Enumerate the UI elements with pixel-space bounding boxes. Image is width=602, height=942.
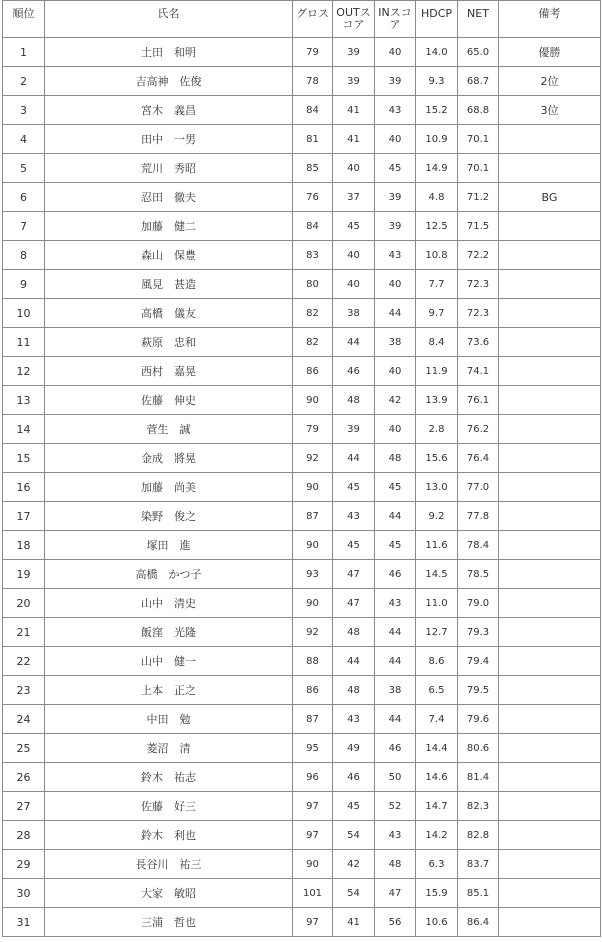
gross-score-cell: 97: [293, 908, 333, 937]
player-name-cell: 中田 勉: [45, 705, 293, 734]
net-score-cell: 85.1: [458, 879, 499, 908]
note-cell: [499, 328, 601, 357]
hdcp-cell: 14.2: [416, 821, 458, 850]
rank-cell: 27: [3, 792, 45, 821]
gross-score-cell: 88: [293, 647, 333, 676]
in-score-cell: 46: [375, 560, 416, 589]
hdcp-cell: 7.4: [416, 705, 458, 734]
out-score-cell: 47: [333, 589, 375, 618]
table-body: [3, 38, 601, 937]
header-note: 備考: [499, 1, 601, 38]
hdcp-cell: 11.9: [416, 357, 458, 386]
player-name-cell: 山中 清史: [45, 589, 293, 618]
out-score-cell: 43: [333, 502, 375, 531]
net-score-cell: 71.2: [458, 183, 499, 212]
rank-cell: 29: [3, 850, 45, 879]
player-name-cell: 鈴木 利也: [45, 821, 293, 850]
out-score-cell: 41: [333, 96, 375, 125]
in-score-cell: 52: [375, 792, 416, 821]
gross-score-cell: 96: [293, 763, 333, 792]
gross-score-cell: 90: [293, 850, 333, 879]
header-hdcp: HDCP: [416, 1, 458, 38]
out-score-cell: 47: [333, 560, 375, 589]
out-score-cell: 39: [333, 415, 375, 444]
player-name-cell: 飯窪 光隆: [45, 618, 293, 647]
note-cell: [499, 444, 601, 473]
rank-cell: 6: [3, 183, 45, 212]
in-score-cell: 39: [375, 183, 416, 212]
rank-cell: 31: [3, 908, 45, 937]
note-cell: [499, 618, 601, 647]
hdcp-cell: 14.5: [416, 560, 458, 589]
gross-score-cell: 97: [293, 792, 333, 821]
table-row: [3, 299, 601, 328]
table-row: [3, 212, 601, 241]
table-row: [3, 560, 601, 589]
net-score-cell: 86.4: [458, 908, 499, 937]
player-name-cell: 佐藤 好三: [45, 792, 293, 821]
net-score-cell: 72.3: [458, 299, 499, 328]
gross-score-cell: 87: [293, 705, 333, 734]
table-row: [3, 792, 601, 821]
gross-score-cell: 95: [293, 734, 333, 763]
table-row: [3, 502, 601, 531]
rank-cell: 18: [3, 531, 45, 560]
out-score-cell: 41: [333, 125, 375, 154]
out-score-cell: 45: [333, 792, 375, 821]
gross-score-cell: 90: [293, 386, 333, 415]
gross-score-cell: 82: [293, 328, 333, 357]
table-row: [3, 357, 601, 386]
in-score-cell: 39: [375, 212, 416, 241]
out-score-cell: 40: [333, 154, 375, 183]
rank-cell: 5: [3, 154, 45, 183]
hdcp-cell: 12.5: [416, 212, 458, 241]
note-cell: [499, 241, 601, 270]
table-row: [3, 821, 601, 850]
table-row: [3, 647, 601, 676]
out-score-cell: 38: [333, 299, 375, 328]
gross-score-cell: 84: [293, 96, 333, 125]
hdcp-cell: 13.9: [416, 386, 458, 415]
hdcp-cell: 10.8: [416, 241, 458, 270]
header-gross: グロス: [293, 1, 333, 38]
rank-cell: 12: [3, 357, 45, 386]
net-score-cell: 72.3: [458, 270, 499, 299]
in-score-cell: 46: [375, 734, 416, 763]
out-score-cell: 48: [333, 618, 375, 647]
rank-cell: 24: [3, 705, 45, 734]
note-cell: [499, 386, 601, 415]
rank-cell: 10: [3, 299, 45, 328]
player-name-cell: 宮木 義昌: [45, 96, 293, 125]
hdcp-cell: 8.4: [416, 328, 458, 357]
note-cell: [499, 734, 601, 763]
header-name: 氏名: [45, 1, 293, 38]
rank-cell: 11: [3, 328, 45, 357]
hdcp-cell: 14.6: [416, 763, 458, 792]
results-table: [2, 0, 601, 937]
out-score-cell: 46: [333, 357, 375, 386]
player-name-cell: 忍田 徹夫: [45, 183, 293, 212]
gross-score-cell: 84: [293, 212, 333, 241]
out-score-cell: 44: [333, 647, 375, 676]
hdcp-cell: 11.0: [416, 589, 458, 618]
out-score-cell: 54: [333, 821, 375, 850]
note-cell: [499, 154, 601, 183]
header-in-score: INスコア: [375, 1, 416, 38]
note-cell: [499, 560, 601, 589]
out-score-cell: 40: [333, 241, 375, 270]
rank-cell: 4: [3, 125, 45, 154]
table-row: [3, 270, 601, 299]
gross-score-cell: 79: [293, 415, 333, 444]
in-score-cell: 43: [375, 821, 416, 850]
in-score-cell: 43: [375, 96, 416, 125]
in-score-cell: 44: [375, 705, 416, 734]
player-name-cell: 三浦 哲也: [45, 908, 293, 937]
table-row: [3, 589, 601, 618]
hdcp-cell: 2.8: [416, 415, 458, 444]
header-row: [3, 1, 601, 38]
out-score-cell: 49: [333, 734, 375, 763]
in-score-cell: 40: [375, 270, 416, 299]
gross-score-cell: 83: [293, 241, 333, 270]
in-score-cell: 45: [375, 531, 416, 560]
note-cell: [499, 531, 601, 560]
in-score-cell: 40: [375, 38, 416, 67]
in-score-cell: 38: [375, 676, 416, 705]
net-score-cell: 70.1: [458, 154, 499, 183]
gross-score-cell: 78: [293, 67, 333, 96]
table-row: [3, 473, 601, 502]
player-name-cell: 鈴木 祐志: [45, 763, 293, 792]
in-score-cell: 50: [375, 763, 416, 792]
rank-cell: 2: [3, 67, 45, 96]
note-cell: [499, 357, 601, 386]
note-cell: [499, 676, 601, 705]
in-score-cell: 38: [375, 328, 416, 357]
gross-score-cell: 80: [293, 270, 333, 299]
net-score-cell: 68.7: [458, 67, 499, 96]
out-score-cell: 37: [333, 183, 375, 212]
out-score-cell: 45: [333, 531, 375, 560]
player-name-cell: 金成 將晃: [45, 444, 293, 473]
rank-cell: 22: [3, 647, 45, 676]
out-score-cell: 48: [333, 386, 375, 415]
table-row: [3, 328, 601, 357]
player-name-cell: 佐藤 伸史: [45, 386, 293, 415]
hdcp-cell: 4.8: [416, 183, 458, 212]
in-score-cell: 44: [375, 618, 416, 647]
table-row: [3, 676, 601, 705]
gross-score-cell: 86: [293, 357, 333, 386]
note-cell: [499, 879, 601, 908]
player-name-cell: 上本 正之: [45, 676, 293, 705]
net-score-cell: 65.0: [458, 38, 499, 67]
table-row: [3, 67, 601, 96]
gross-score-cell: 81: [293, 125, 333, 154]
note-cell: [499, 270, 601, 299]
net-score-cell: 79.3: [458, 618, 499, 647]
rank-cell: 8: [3, 241, 45, 270]
gross-score-cell: 90: [293, 589, 333, 618]
table-row: [3, 879, 601, 908]
hdcp-cell: 9.7: [416, 299, 458, 328]
rank-cell: 16: [3, 473, 45, 502]
player-name-cell: 塚田 進: [45, 531, 293, 560]
gross-score-cell: 90: [293, 531, 333, 560]
hdcp-cell: 9.3: [416, 67, 458, 96]
out-score-cell: 54: [333, 879, 375, 908]
table-row: [3, 241, 601, 270]
note-cell: [499, 125, 601, 154]
rank-cell: 19: [3, 560, 45, 589]
in-score-cell: 42: [375, 386, 416, 415]
player-name-cell: 田中 一男: [45, 125, 293, 154]
note-cell: 2位: [499, 67, 601, 96]
table-row: [3, 154, 601, 183]
out-score-cell: 45: [333, 473, 375, 502]
note-cell: [499, 647, 601, 676]
note-cell: 優勝: [499, 38, 601, 67]
hdcp-cell: 10.9: [416, 125, 458, 154]
note-cell: [499, 821, 601, 850]
note-cell: [499, 212, 601, 241]
out-score-cell: 48: [333, 676, 375, 705]
player-name-cell: 染野 俊之: [45, 502, 293, 531]
net-score-cell: 73.6: [458, 328, 499, 357]
net-score-cell: 83.7: [458, 850, 499, 879]
gross-score-cell: 93: [293, 560, 333, 589]
net-score-cell: 79.6: [458, 705, 499, 734]
table-row: [3, 183, 601, 212]
table-row: [3, 850, 601, 879]
in-score-cell: 40: [375, 357, 416, 386]
rank-cell: 28: [3, 821, 45, 850]
out-score-cell: 40: [333, 270, 375, 299]
rank-cell: 3: [3, 96, 45, 125]
note-cell: [499, 502, 601, 531]
player-name-cell: 荒川 秀昭: [45, 154, 293, 183]
gross-score-cell: 90: [293, 473, 333, 502]
out-score-cell: 39: [333, 67, 375, 96]
gross-score-cell: 79: [293, 38, 333, 67]
note-cell: [499, 908, 601, 937]
player-name-cell: 風見 甚造: [45, 270, 293, 299]
rank-cell: 30: [3, 879, 45, 908]
hdcp-cell: 12.7: [416, 618, 458, 647]
table-row: [3, 618, 601, 647]
in-score-cell: 40: [375, 125, 416, 154]
net-score-cell: 78.5: [458, 560, 499, 589]
player-name-cell: 西村 嘉晃: [45, 357, 293, 386]
net-score-cell: 71.5: [458, 212, 499, 241]
net-score-cell: 76.4: [458, 444, 499, 473]
note-cell: [499, 705, 601, 734]
note-cell: [499, 589, 601, 618]
out-score-cell: 44: [333, 328, 375, 357]
out-score-cell: 42: [333, 850, 375, 879]
net-score-cell: 78.4: [458, 531, 499, 560]
net-score-cell: 70.1: [458, 125, 499, 154]
rank-cell: 26: [3, 763, 45, 792]
player-name-cell: 高橋 かつ子: [45, 560, 293, 589]
in-score-cell: 56: [375, 908, 416, 937]
in-score-cell: 45: [375, 473, 416, 502]
in-score-cell: 48: [375, 850, 416, 879]
in-score-cell: 45: [375, 154, 416, 183]
hdcp-cell: 11.6: [416, 531, 458, 560]
table-row: [3, 734, 601, 763]
rank-cell: 9: [3, 270, 45, 299]
net-score-cell: 82.8: [458, 821, 499, 850]
note-cell: [499, 792, 601, 821]
table-row: [3, 38, 601, 67]
in-score-cell: 48: [375, 444, 416, 473]
table-row: [3, 96, 601, 125]
table-row: [3, 531, 601, 560]
player-name-cell: 長谷川 祐三: [45, 850, 293, 879]
header-out-score: OUTスコア: [333, 1, 375, 38]
rank-cell: 15: [3, 444, 45, 473]
out-score-cell: 44: [333, 444, 375, 473]
gross-score-cell: 97: [293, 821, 333, 850]
rank-cell: 23: [3, 676, 45, 705]
note-cell: [499, 473, 601, 502]
out-score-cell: 39: [333, 38, 375, 67]
hdcp-cell: 14.9: [416, 154, 458, 183]
rank-cell: 21: [3, 618, 45, 647]
net-score-cell: 82.3: [458, 792, 499, 821]
hdcp-cell: 8.6: [416, 647, 458, 676]
hdcp-cell: 14.4: [416, 734, 458, 763]
net-score-cell: 77.8: [458, 502, 499, 531]
note-cell: [499, 763, 601, 792]
in-score-cell: 40: [375, 415, 416, 444]
player-name-cell: 萩原 忠和: [45, 328, 293, 357]
out-score-cell: 45: [333, 212, 375, 241]
player-name-cell: 菅生 誠: [45, 415, 293, 444]
out-score-cell: 41: [333, 908, 375, 937]
net-score-cell: 72.2: [458, 241, 499, 270]
gross-score-cell: 86: [293, 676, 333, 705]
hdcp-cell: 6.5: [416, 676, 458, 705]
gross-score-cell: 76: [293, 183, 333, 212]
net-score-cell: 74.1: [458, 357, 499, 386]
gross-score-cell: 101: [293, 879, 333, 908]
player-name-cell: 高橋 儀友: [45, 299, 293, 328]
gross-score-cell: 92: [293, 444, 333, 473]
table-row: [3, 444, 601, 473]
net-score-cell: 76.2: [458, 415, 499, 444]
player-name-cell: 山中 健一: [45, 647, 293, 676]
table-row: [3, 125, 601, 154]
hdcp-cell: 15.6: [416, 444, 458, 473]
in-score-cell: 44: [375, 299, 416, 328]
player-name-cell: 加藤 尚美: [45, 473, 293, 502]
in-score-cell: 39: [375, 67, 416, 96]
gross-score-cell: 82: [293, 299, 333, 328]
hdcp-cell: 14.7: [416, 792, 458, 821]
net-score-cell: 77.0: [458, 473, 499, 502]
player-name-cell: 森山 保豊: [45, 241, 293, 270]
player-name-cell: 大家 敏昭: [45, 879, 293, 908]
note-cell: [499, 850, 601, 879]
header-rank: 順位: [3, 1, 45, 38]
in-score-cell: 44: [375, 502, 416, 531]
table-row: [3, 415, 601, 444]
net-score-cell: 80.6: [458, 734, 499, 763]
in-score-cell: 43: [375, 241, 416, 270]
rank-cell: 1: [3, 38, 45, 67]
table-row: [3, 386, 601, 415]
rank-cell: 7: [3, 212, 45, 241]
rank-cell: 25: [3, 734, 45, 763]
table-row: [3, 763, 601, 792]
out-score-cell: 43: [333, 705, 375, 734]
gross-score-cell: 85: [293, 154, 333, 183]
in-score-cell: 44: [375, 647, 416, 676]
table-header: [3, 1, 601, 38]
note-cell: 3位: [499, 96, 601, 125]
net-score-cell: 79.5: [458, 676, 499, 705]
player-name-cell: 菱沼 清: [45, 734, 293, 763]
note-cell: [499, 299, 601, 328]
note-cell: BG: [499, 183, 601, 212]
rank-cell: 14: [3, 415, 45, 444]
rank-cell: 17: [3, 502, 45, 531]
net-score-cell: 81.4: [458, 763, 499, 792]
net-score-cell: 76.1: [458, 386, 499, 415]
player-name-cell: 加藤 健二: [45, 212, 293, 241]
hdcp-cell: 14.0: [416, 38, 458, 67]
player-name-cell: 土田 和明: [45, 38, 293, 67]
rank-cell: 20: [3, 589, 45, 618]
net-score-cell: 79.0: [458, 589, 499, 618]
out-score-cell: 46: [333, 763, 375, 792]
net-score-cell: 79.4: [458, 647, 499, 676]
rank-cell: 13: [3, 386, 45, 415]
gross-score-cell: 87: [293, 502, 333, 531]
hdcp-cell: 9.2: [416, 502, 458, 531]
hdcp-cell: 10.6: [416, 908, 458, 937]
gross-score-cell: 92: [293, 618, 333, 647]
hdcp-cell: 6.3: [416, 850, 458, 879]
hdcp-cell: 15.9: [416, 879, 458, 908]
hdcp-cell: 15.2: [416, 96, 458, 125]
hdcp-cell: 13.0: [416, 473, 458, 502]
in-score-cell: 43: [375, 589, 416, 618]
note-cell: [499, 415, 601, 444]
net-score-cell: 68.8: [458, 96, 499, 125]
player-name-cell: 吉高神 佐俊: [45, 67, 293, 96]
header-net: NET: [458, 1, 499, 38]
table-row: [3, 908, 601, 937]
in-score-cell: 47: [375, 879, 416, 908]
table-row: [3, 705, 601, 734]
hdcp-cell: 7.7: [416, 270, 458, 299]
